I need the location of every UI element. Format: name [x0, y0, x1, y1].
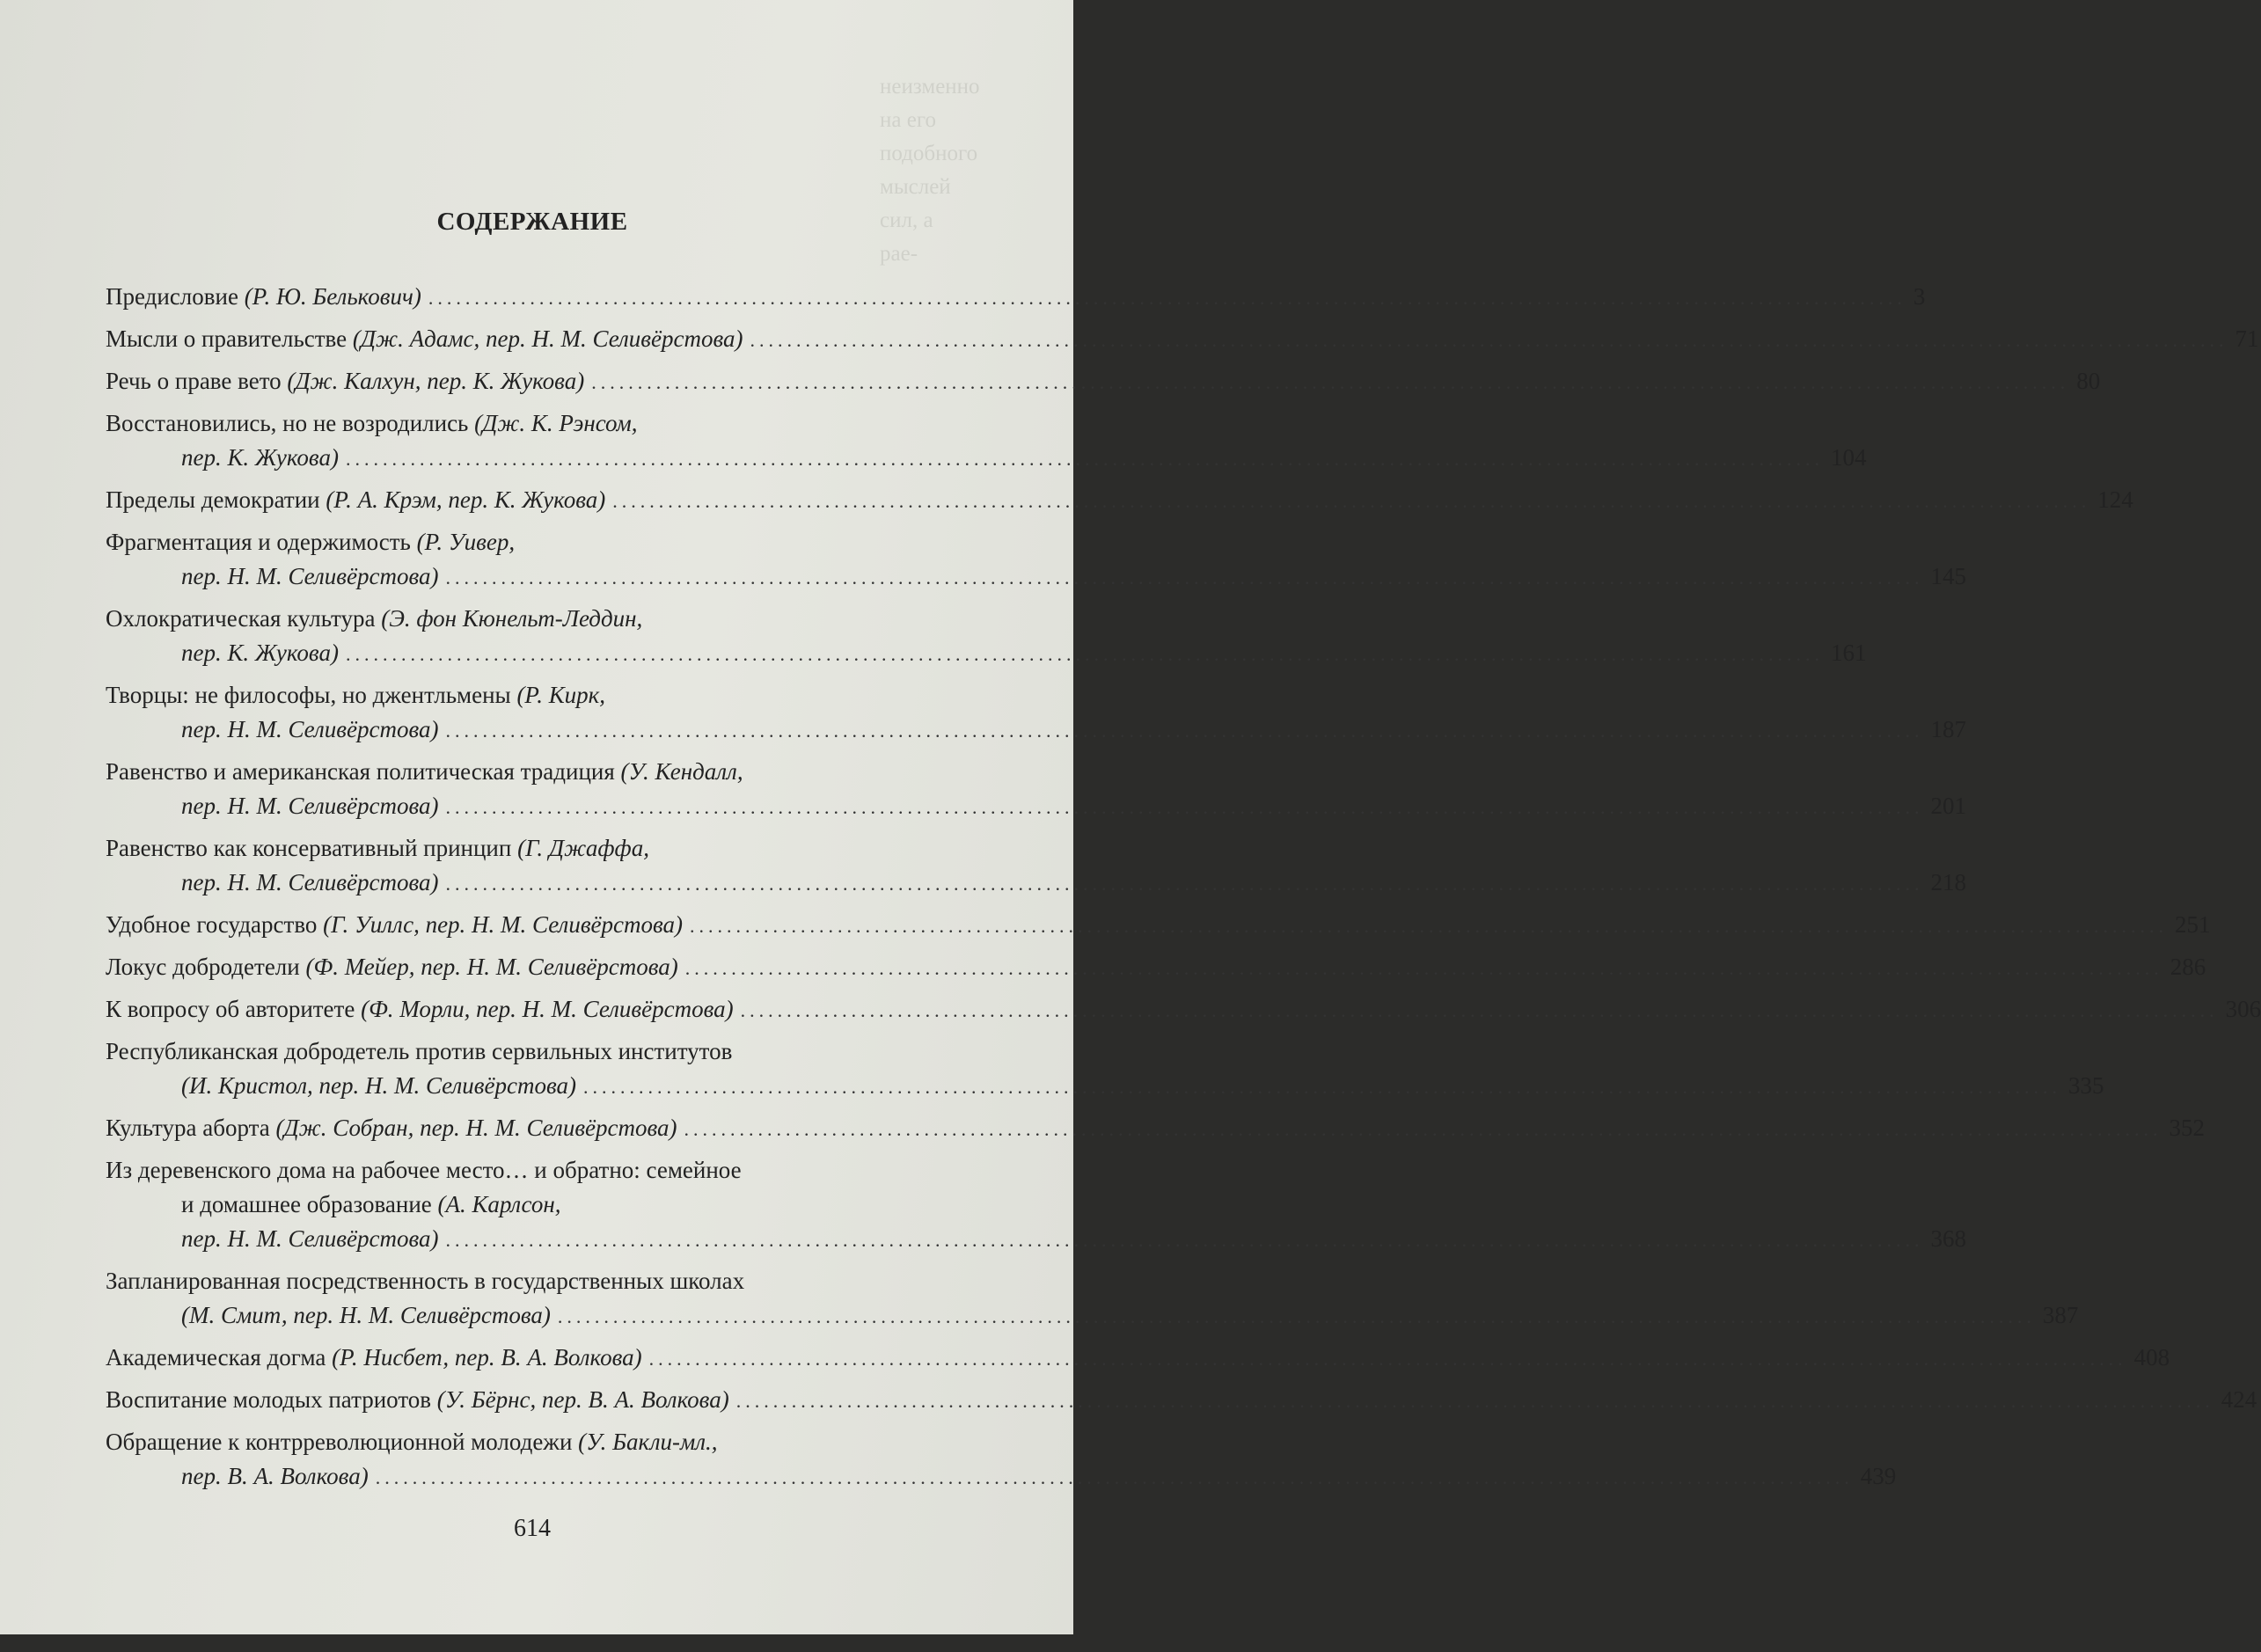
entry-page-number: 306 — [2225, 996, 2261, 1022]
entry-line-final — [106, 908, 2211, 943]
entry-page-number: 439 — [1860, 1463, 1897, 1489]
entry-page-number: 145 — [1930, 563, 1966, 589]
toc-entry[interactable] — [106, 831, 1966, 901]
toc-entry[interactable] — [106, 280, 1926, 315]
bleed-line: подобного — [880, 142, 978, 165]
dot-leader: ................................................................................................................................................................ — [690, 915, 2169, 937]
entry-title: Охлократическая культура — [106, 605, 382, 632]
entry-line — [106, 678, 957, 713]
entry-text — [181, 789, 438, 823]
entry-title: Равенство и американская политическая традиция — [106, 758, 621, 785]
entry-line-final — [106, 713, 1966, 748]
entry-text — [181, 559, 438, 594]
entry-page-number: 187 — [1930, 716, 1966, 742]
entry-author: (У. Бакли-мл., — [578, 1429, 718, 1455]
entry-line — [106, 1188, 957, 1222]
entry-line-final — [106, 364, 2101, 399]
entry-title: Локус добродетели — [106, 954, 306, 980]
toc-entry[interactable] — [106, 1153, 1966, 1257]
entry-line-final — [106, 1069, 2104, 1104]
entry-title: Фрагментация и одержимость — [106, 529, 417, 555]
entry-line-final — [106, 1341, 2170, 1376]
entry-author: (Р. Ю. Белькович) — [244, 283, 421, 310]
entry-title: Воспитание молодых патриотов — [106, 1386, 437, 1413]
entry-title: Равенство как консервативный принцип — [106, 835, 518, 861]
entry-line — [106, 525, 957, 559]
entry-author: (И. Кристол, пер. Н. М. Селивёрстова) — [181, 1072, 576, 1099]
entry-line-final — [106, 559, 1966, 595]
entry-title: К вопросу об авторитете — [106, 996, 362, 1022]
entry-line — [106, 1264, 957, 1298]
page-number: 614 — [514, 1515, 551, 1542]
entry-text — [181, 1298, 551, 1333]
entry-author: пер. Н. М. Селивёрстова) — [181, 869, 439, 895]
entry-title: Из деревенского дома на рабочее место… и обратно: семейное — [106, 1157, 742, 1183]
entry-page-number: 201 — [1930, 793, 1966, 819]
dot-leader: ................................................................................................................................................................ — [375, 1466, 1854, 1488]
entry-author: (Р. Кирк, — [516, 682, 606, 708]
entry-text — [181, 636, 339, 670]
entry-author: пер. К. Жукова) — [181, 640, 339, 666]
entry-text — [106, 1383, 729, 1417]
entry-page-number: 424 — [2221, 1386, 2257, 1413]
entry-page-number: 3 — [1913, 283, 1926, 310]
entry-line-final — [106, 322, 2259, 357]
entry-text — [106, 364, 584, 398]
entry-author: пер. К. Жукова) — [181, 444, 339, 471]
entry-title: Творцы: не философы, но джентльмены — [106, 682, 517, 708]
toc-entry[interactable] — [106, 755, 1966, 824]
entry-text — [181, 713, 438, 747]
entry-title: Восстановились, но не возродились — [106, 410, 475, 436]
entry-text — [181, 866, 438, 900]
dot-leader: ................................................................................................................................................................ — [345, 643, 1824, 665]
entry-text — [106, 483, 605, 517]
toc-entry[interactable] — [106, 406, 1867, 476]
entry-author: (Ф. Морли, пер. Н. М. Селивёрстова) — [361, 996, 734, 1022]
entry-author: пер. В. А. Волкова) — [181, 1463, 369, 1489]
toc-entry[interactable] — [106, 1034, 2104, 1104]
entry-text — [106, 950, 678, 984]
entry-author: (Дж. К. Рэнсом, — [474, 410, 638, 436]
entry-title: Обращение к контрреволюционной молодежи — [106, 1429, 579, 1455]
entry-text — [106, 992, 734, 1027]
entry-text — [106, 1341, 642, 1375]
dot-leader: ................................................................................................................................................................ — [591, 371, 2070, 393]
entry-page-number: 368 — [1930, 1225, 1966, 1252]
entry-author: пер. Н. М. Селивёрстова) — [181, 563, 439, 589]
entry-text — [181, 441, 339, 475]
bleed-through-text — [880, 70, 1109, 271]
toc-entry[interactable] — [106, 1425, 1897, 1495]
entry-text — [181, 1069, 576, 1103]
entry-page-number: 408 — [2133, 1344, 2170, 1371]
entry-line — [106, 1425, 957, 1459]
table-of-contents — [106, 280, 2261, 1502]
entry-title: Пределы демократии — [106, 486, 326, 513]
toc-entry[interactable] — [106, 908, 2211, 943]
toc-entry[interactable] — [106, 950, 2206, 985]
entry-title: Речь о праве вето — [106, 368, 288, 394]
entry-line — [106, 1034, 957, 1069]
entry-author: пер. Н. М. Селивёрстова) — [181, 1225, 439, 1252]
dot-leader: ................................................................................................................................................................ — [345, 448, 1824, 470]
entry-line-final — [106, 950, 2206, 985]
dot-leader: ................................................................................................................................................................ — [684, 957, 2163, 979]
entry-line-final — [106, 1111, 2206, 1146]
entry-line-final — [106, 1222, 1966, 1257]
entry-author: (Р. А. Крэм, пер. К. Жукова) — [326, 486, 606, 513]
entry-author: (У. Кендалл, — [620, 758, 743, 785]
entry-line-final — [106, 280, 1926, 315]
entry-text — [106, 1111, 677, 1145]
bleed-line: мыслей — [880, 175, 951, 199]
entry-author: (Г. Уиллс, пер. Н. М. Селивёрстова) — [323, 911, 684, 938]
entry-author: (Дж. Собран, пер. Н. М. Селивёрстова) — [275, 1115, 677, 1141]
bleed-line: рае- — [880, 242, 918, 266]
entry-page-number: 251 — [2175, 911, 2211, 938]
dot-leader: ................................................................................................................................................................ — [557, 1305, 2036, 1327]
entry-line-final — [106, 1459, 1897, 1495]
entry-title: Мысли о правительстве — [106, 325, 353, 352]
dot-leader: ................................................................................................................................................................ — [750, 329, 2228, 351]
entry-title: Предисловие — [106, 283, 245, 310]
entry-author: (Дж. Адамс, пер. Н. М. Селивёрстова) — [352, 325, 743, 352]
entry-author: (Р. Уивер, — [416, 529, 516, 555]
entry-page-number: 161 — [1830, 640, 1867, 666]
entry-line-final — [106, 636, 1867, 671]
entry-line — [106, 755, 957, 789]
entry-line-final — [106, 1383, 2257, 1418]
entry-author: (Р. Нисбет, пер. В. А. Волкова) — [332, 1344, 642, 1371]
dot-leader: ................................................................................................................................................................ — [735, 1390, 2214, 1412]
toc-entry[interactable] — [106, 483, 2133, 518]
entry-author: (Дж. Калхун, пер. К. Жукова) — [287, 368, 585, 394]
entry-line — [106, 831, 957, 866]
entry-line — [106, 602, 957, 636]
entry-text — [181, 1459, 369, 1494]
entry-text — [106, 322, 743, 356]
page-title: СОДЕРЖАНИЕ — [436, 208, 628, 236]
toc-entry[interactable] — [106, 525, 1966, 595]
entry-author: (Г. Джаффа, — [517, 835, 649, 861]
entry-page-number: 335 — [2067, 1072, 2104, 1099]
dot-leader: ................................................................................................................................................................ — [740, 999, 2219, 1021]
entry-title: и домашнее образование — [181, 1191, 438, 1217]
bleed-line: сил, а — [880, 208, 933, 232]
entry-text — [106, 908, 683, 942]
entry-page-number: 286 — [2170, 954, 2206, 980]
entry-title: Академическая догма — [106, 1344, 333, 1371]
entry-author: пер. Н. М. Селивёрстова) — [181, 793, 439, 819]
entry-title: Запланированная посредственность в государственных школах — [106, 1268, 745, 1294]
entry-title: Республиканская добродетель против сервильных институтов — [106, 1038, 733, 1064]
toc-entry[interactable] — [106, 678, 1966, 748]
entry-line-final — [106, 866, 1966, 901]
entry-line — [106, 1153, 957, 1188]
dot-leader: ................................................................................................................................................................ — [445, 873, 1924, 895]
dot-leader: ................................................................................................................................................................ — [445, 1229, 1924, 1251]
dot-leader: ................................................................................................................................................................ — [445, 567, 1924, 588]
entry-author: (А. Карлсон, — [437, 1191, 561, 1217]
entry-author: (Ф. Мейер, пер. Н. М. Селивёрстова) — [305, 954, 678, 980]
toc-entry[interactable] — [106, 322, 2259, 357]
entry-line-final — [106, 1298, 2079, 1334]
toc-entry[interactable] — [106, 992, 2261, 1027]
entry-page-number: 71 — [2235, 325, 2259, 352]
entry-page-number: 80 — [2076, 368, 2101, 394]
toc-entry[interactable] — [106, 364, 2101, 399]
dot-leader: ................................................................................................................................................................ — [612, 490, 2091, 512]
dot-leader: ................................................................................................................................................................ — [684, 1118, 2162, 1140]
entry-author: пер. Н. М. Селивёрстова) — [181, 716, 439, 742]
entry-line-final — [106, 483, 2133, 518]
entry-line — [106, 406, 957, 441]
bleed-line: на его — [880, 108, 936, 132]
entry-line-final — [106, 992, 2261, 1027]
entry-author: (Э. фон Кюнельт-Леддин, — [381, 605, 643, 632]
dot-leader: ................................................................................................................................................................ — [445, 720, 1924, 742]
dot-leader: ................................................................................................................................................................ — [428, 287, 1906, 309]
entry-page-number: 352 — [2169, 1115, 2206, 1141]
toc-entry[interactable] — [106, 1341, 2170, 1376]
entry-page-number: 218 — [1930, 869, 1966, 895]
entry-line-final — [106, 441, 1867, 476]
entry-title: Культура аборта — [106, 1115, 276, 1141]
toc-entry[interactable] — [106, 1111, 2206, 1146]
bleed-line: неизменно — [880, 75, 980, 99]
entry-text — [181, 1222, 438, 1256]
dot-leader: ................................................................................................................................................................ — [445, 796, 1924, 818]
entry-page-number: 124 — [2097, 486, 2133, 513]
toc-entry[interactable] — [106, 602, 1867, 671]
dot-leader: ................................................................................................................................................................ — [582, 1076, 2061, 1098]
toc-entry[interactable] — [106, 1264, 2079, 1334]
dot-leader: ................................................................................................................................................................ — [648, 1348, 2127, 1370]
entry-author: (М. Смит, пер. Н. М. Селивёрстова) — [181, 1302, 551, 1328]
toc-entry[interactable] — [106, 1383, 2257, 1418]
entry-line-final — [106, 789, 1966, 824]
entry-title: Удобное государство — [106, 911, 324, 938]
entry-author: (У. Бёрнс, пер. В. А. Волкова) — [436, 1386, 729, 1413]
entry-page-number: 104 — [1830, 444, 1867, 471]
entry-page-number: 387 — [2042, 1302, 2079, 1328]
entry-text — [106, 280, 421, 314]
